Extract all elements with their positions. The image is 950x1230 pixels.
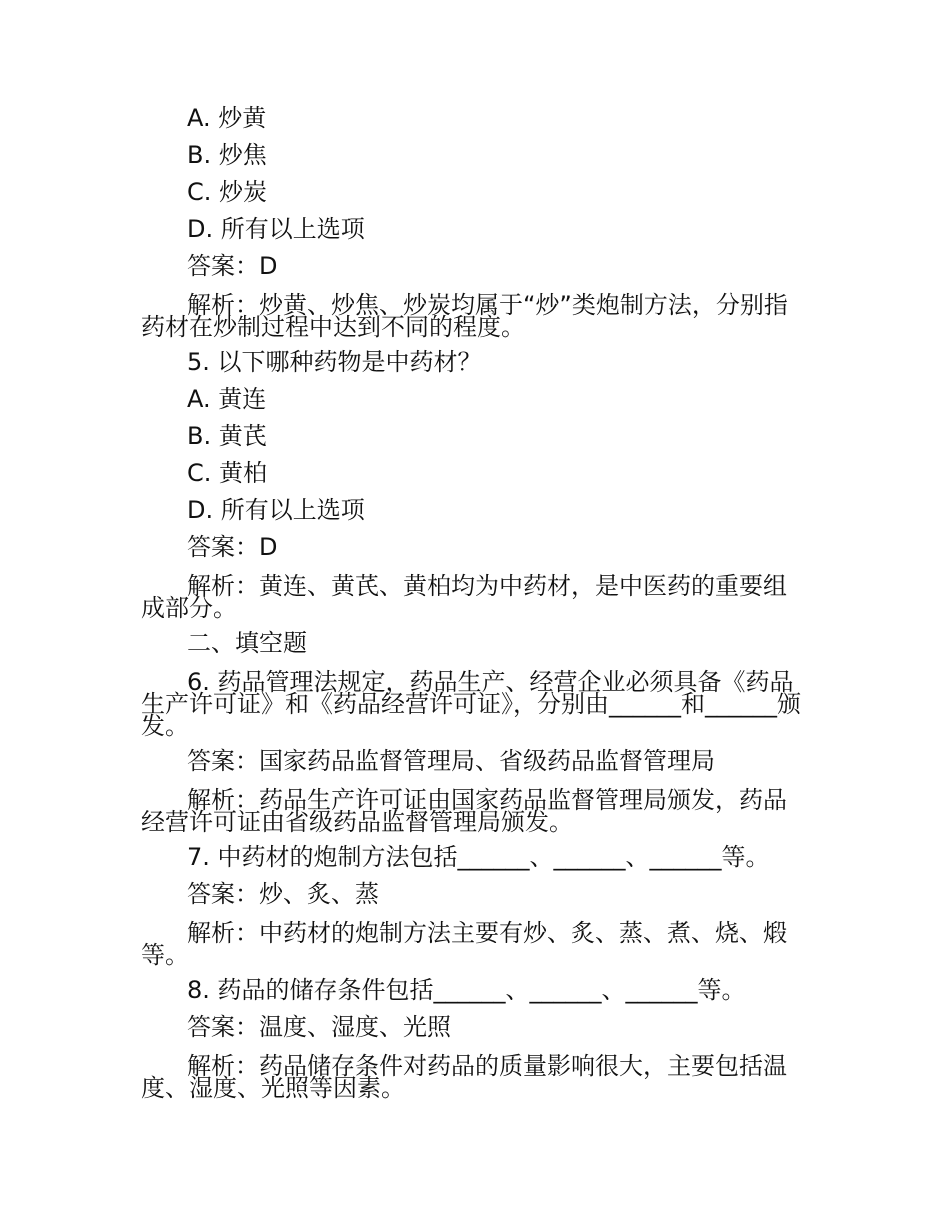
option-b: B. 黄芪 (187, 422, 267, 450)
answer-line: 答案：国家药品监督管理局、省级药品监督管理局 (187, 747, 715, 775)
explanation-paragraph: 解析：药品储存条件对药品的质量影响很大，主要包括温度、湿度、光照等因素。 (141, 1052, 787, 1102)
option-a: A. 炒黄 (187, 104, 267, 132)
explanation-paragraph: 解析：中药材的炮制方法主要有炒、炙、蒸、煮、烧、煅等。 (141, 919, 787, 969)
option-b: B. 炒焦 (187, 141, 267, 169)
question-7: 7. 中药材的炮制方法包括______、______、______等。 (187, 843, 770, 871)
explanation-paragraph: 解析：黄连、黄芪、黄柏均为中药材，是中医药的重要组成部分。 (141, 572, 787, 622)
answer-line: 答案：炒、炙、蒸 (187, 880, 379, 908)
option-c: C. 炒炭 (187, 178, 268, 206)
document-content (141, 100, 809, 1105)
option-a: A. 黄连 (187, 385, 267, 413)
explanation-paragraph: 解析：炒黄、炒焦、炒炭均属于“炒”类炮制方法，分别指药材在炒制过程中达到不同的程度。 (141, 291, 788, 341)
option-c: C. 黄柏 (187, 459, 268, 487)
question-6: 6. 药品管理法规定，药品生产、经营企业必须具备《药品生产许可证》和《药品经营许可证》，分别由______和______颁发。 (141, 668, 801, 740)
answer-line: 答案：D (187, 533, 278, 561)
question-8: 8. 药品的储存条件包括______、______、______等。 (187, 976, 746, 1004)
question-5: 5. 以下哪种药物是中药材？ (187, 348, 482, 376)
section-heading: 二、填空题 (187, 629, 307, 657)
explanation-paragraph: 解析：药品生产许可证由国家药品监督管理局颁发，药品经营许可证由省级药品监督管理局颁发。 (141, 786, 787, 836)
option-d: D. 所有以上选项 (187, 496, 365, 524)
answer-line: 答案：D (187, 252, 278, 280)
option-d: D. 所有以上选项 (187, 215, 365, 243)
answer-line: 答案：温度、湿度、光照 (187, 1013, 451, 1041)
